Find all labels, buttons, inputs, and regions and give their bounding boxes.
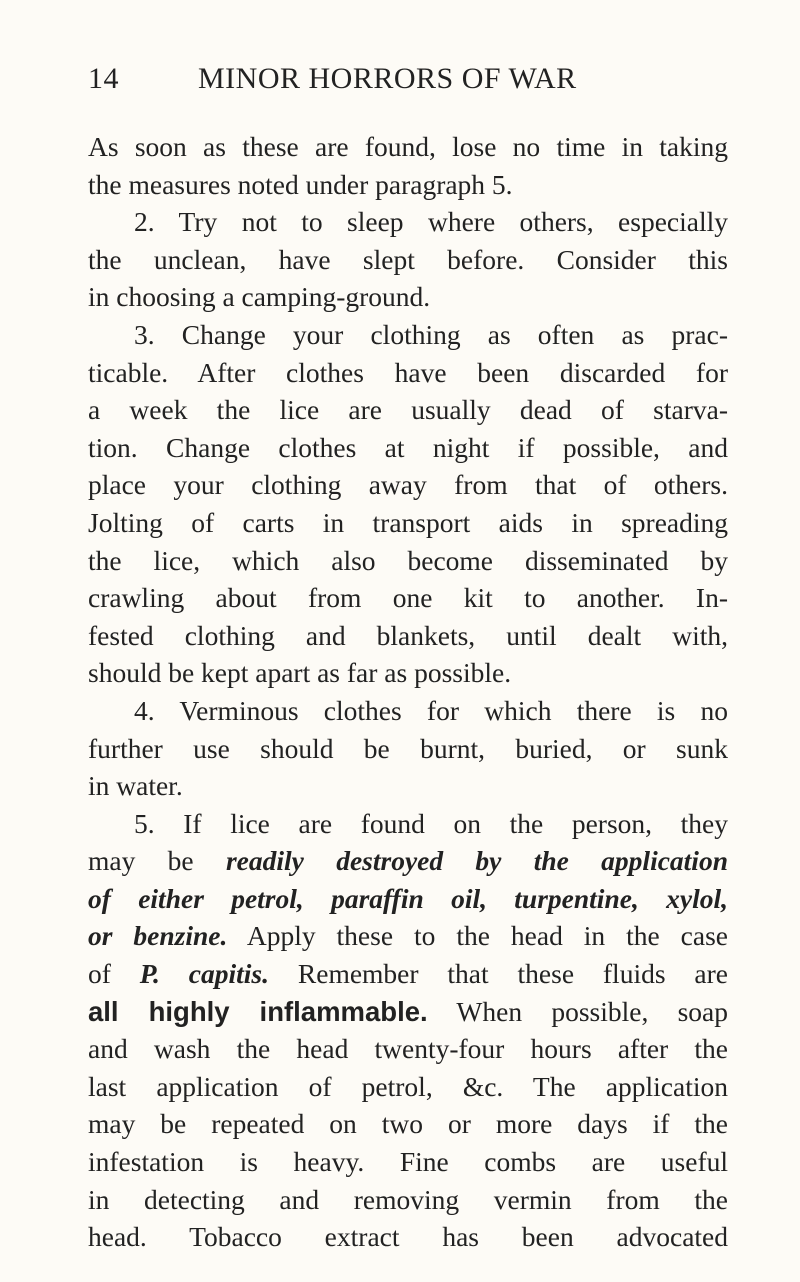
text-line: may be repeated on two or more days if the [88,1108,728,1140]
emphasis-text: or benzine. [88,920,228,952]
text-line: further use should be burnt, buried, or sunk [88,732,728,764]
text-line: As soon as these are found, lose no time in taking [88,131,728,162]
text-line: of P. capitis. Remember that these fluids are [88,958,728,990]
text-line: in detecting and removing vermin from the [88,1183,728,1215]
text-line: tion. Change clothes at night if possible, and [88,431,728,463]
running-title: MINOR HORRORS OF WAR [198,62,577,95]
text-line: may be readily destroyed by the application [88,845,728,877]
text-line: a week the lice are usually dead of starva- [88,394,728,426]
emphasis-line: of either petrol, paraffin oil, turpentine, xylol, [88,882,728,914]
text-line: the measures noted under paragraph 5. [88,168,513,200]
text-line: and wash the head twenty-four hours after the [88,1033,728,1065]
text-line: infestation is heavy. Fine combs are useful [88,1146,728,1178]
text-line: head. Tobacco extract has been advocated [88,1221,728,1253]
page-header [88,62,728,102]
paragraph-5-start: 5. If lice are found on the person, they [134,807,728,839]
page-number: 14 [88,62,119,95]
species-name: P. capitis. [139,958,270,990]
body-text [88,128,728,1256]
emphasis-text: readily destroyed by the application [225,845,728,877]
text-line: in choosing a camping-ground. [88,281,431,313]
text-line: last application of petrol, &c. The application [88,1070,728,1102]
text-line: ticable. After clothes have been discarded for [88,356,728,388]
paragraph-3-start: 3. Change your clothing as often as prac- [134,318,728,350]
text-line: should be kept apart as far as possible. [88,657,512,689]
text-line: in water. [88,770,183,802]
text-line: fested clothing and blankets, until dealt with, [88,619,728,651]
paragraph-2-start: 2. Try not to sleep where others, especially [134,206,728,238]
warning-text: all highly inflammable. [88,995,428,1027]
paragraph-4-start: 4. Verminous clothes for which there is no [134,694,728,726]
text-line: or benzine. Apply these to the head in the case [88,920,728,952]
text-line: the lice, which also become disseminated by [88,544,728,576]
text-line: all highly inflammable. When possible, soap [88,995,728,1027]
text-line: the unclean, have slept before. Consider this [88,243,728,275]
text-line: crawling about from one kit to another. In- [88,582,728,614]
text-line: Jolting of carts in transport aids in spreading [88,506,728,538]
text-line: place your clothing away from that of others. [88,469,728,501]
